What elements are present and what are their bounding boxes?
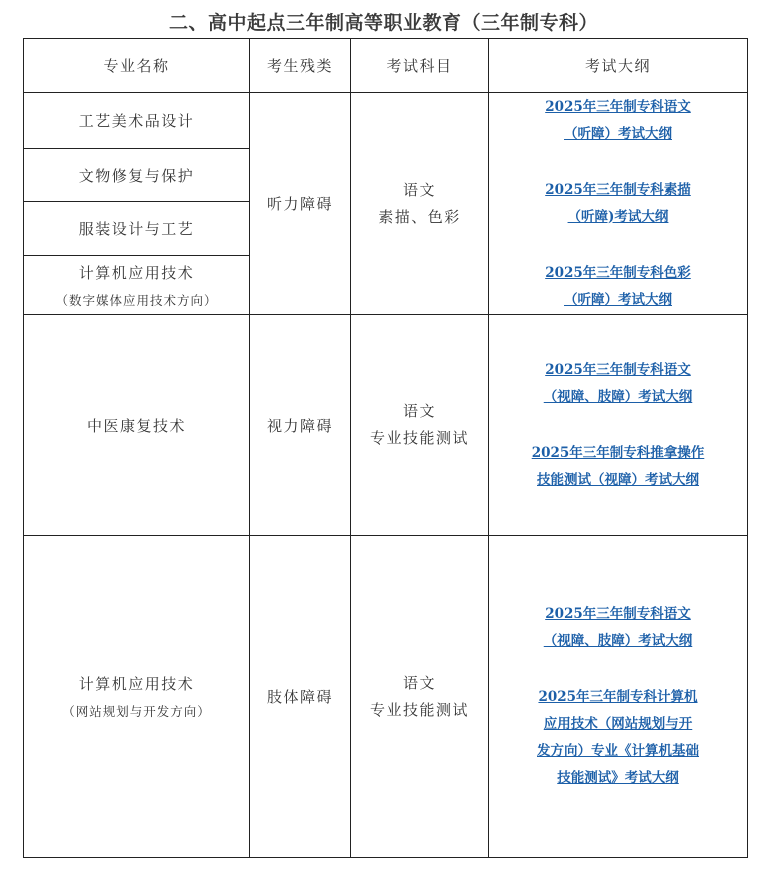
syllabus-link[interactable]: 2025年三年制专科色彩	[545, 264, 691, 281]
major-name	[24, 536, 250, 858]
major-name	[24, 256, 250, 315]
syllabus-link[interactable]: （听障）考试大纲	[564, 291, 672, 308]
syllabus-links	[489, 315, 748, 536]
major-name: 服装设计与工艺	[24, 202, 250, 256]
disability-type: 肢体障碍	[250, 536, 351, 858]
table-row	[24, 536, 748, 858]
header-major: 专业名称	[24, 39, 250, 93]
subject-item: 素描、色彩	[378, 207, 461, 226]
syllabus-link[interactable]: 2025年三年制专科语文	[545, 361, 691, 378]
major-name-sub: （网站规划与开发方向）	[62, 704, 211, 719]
syllabus-link[interactable]: 技能测试（视障）考试大纲	[537, 471, 699, 488]
syllabus-link[interactable]: （视障、肢障）考试大纲	[543, 633, 693, 649]
header-subject: 考试科目	[351, 39, 489, 93]
table-row	[24, 315, 748, 536]
subject-item: 语文	[402, 673, 436, 692]
syllabus-link[interactable]: （听障）考试大纲	[564, 125, 672, 142]
disability-type: 视力障碍	[250, 315, 351, 536]
exam-subjects	[351, 536, 489, 858]
exam-subjects	[351, 315, 489, 536]
disability-type: 听力障碍	[250, 93, 351, 315]
syllabus-link[interactable]: 2025年三年制专科语文	[545, 606, 691, 622]
major-name-main: 计算机应用技术	[78, 675, 195, 693]
major-name: 中医康复技术	[24, 315, 250, 536]
header-syllabus: 考试大纲	[489, 39, 748, 93]
subject-item: 专业技能测试	[369, 429, 469, 447]
exam-subjects	[351, 93, 489, 315]
table-row	[24, 93, 748, 149]
major-name-sub: （数字媒体应用技术方向）	[55, 292, 218, 308]
syllabus-link[interactable]: 发方向）专业《计算机基础	[537, 743, 699, 759]
major-name: 文物修复与保护	[24, 149, 250, 202]
syllabus-link[interactable]: 应用技术（网站规划与开	[543, 716, 693, 732]
syllabus-link[interactable]: 技能测试》考试大纲	[557, 770, 679, 786]
syllabus-links	[489, 536, 748, 858]
subject-item: 语文	[402, 180, 436, 199]
syllabus-link[interactable]: 2025年三年制专科计算机	[538, 689, 698, 705]
header-row	[24, 39, 748, 93]
exam-table	[23, 38, 748, 858]
page-title: 二、高中起点三年制高等职业教育（三年制专科）	[168, 12, 598, 34]
syllabus-link[interactable]: 2025年三年制专科语文	[545, 98, 691, 115]
header-disability: 考生残类	[250, 39, 351, 93]
syllabus-link[interactable]: （听障)考试大纲	[567, 208, 669, 225]
syllabus-link[interactable]: 2025年三年制专科素描	[545, 181, 691, 198]
syllabus-links	[489, 93, 748, 315]
syllabus-link[interactable]: 2025年三年制专科推拿操作	[531, 444, 705, 461]
subject-item: 语文	[402, 402, 436, 420]
major-name: 工艺美术品设计	[24, 93, 250, 149]
major-name-main: 计算机应用技术	[78, 263, 195, 282]
subject-item: 专业技能测试	[369, 700, 469, 719]
syllabus-link[interactable]: （视障、肢障）考试大纲	[543, 388, 693, 405]
